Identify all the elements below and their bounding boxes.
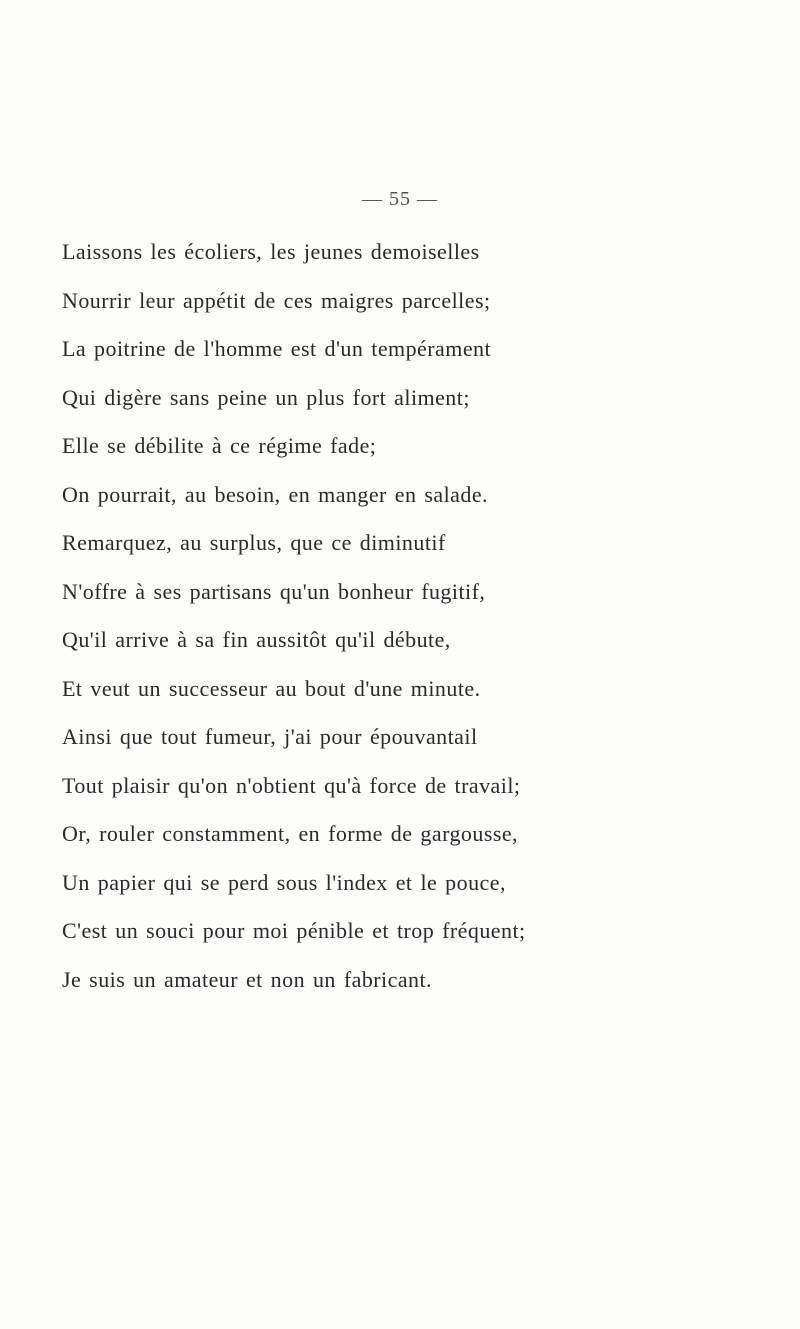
poem-line: Or, rouler constamment, en forme de gargousse, <box>62 821 519 846</box>
poem-line: Et veut un successeur au bout d'une minute. <box>62 675 481 701</box>
poem-line: Qu'il arrive à sa fin aussitôt qu'il débute, <box>62 627 451 652</box>
poem-line: Qui digère sans peine un plus fort aliment; <box>62 384 470 410</box>
poem-line: Laissons les écoliers, les jeunes demoiselles <box>62 239 480 264</box>
poem-text <box>62 228 782 1004</box>
poem-line: Elle se débilite à ce régime fade; <box>62 433 377 458</box>
poem-line: Ainsi que tout fumeur, j'ai pour épouvantail <box>62 724 478 749</box>
poem-line: La poitrine de l'homme est d'un tempérament <box>62 336 492 361</box>
poem-line: Je suis un amateur et non un fabricant. <box>62 966 433 992</box>
poem-line: On pourrait, au besoin, en manger en salade. <box>62 481 488 507</box>
poem-line: N'offre à ses partisans qu'un bonheur fugitif, <box>62 578 486 604</box>
poem-line: Nourrir leur appétit de ces maigres parcelles; <box>62 287 491 313</box>
poem-line: C'est un souci pour moi pénible et trop fréquent; <box>62 918 526 943</box>
poem-line: Remarquez, au surplus, que ce diminutif <box>62 530 446 555</box>
poem-line: Un papier qui se perd sous l'index et le pouce, <box>62 869 506 895</box>
poem-line: Tout plaisir qu'on n'obtient qu'à force de travail; <box>62 772 521 798</box>
page-number: — 55 — <box>362 188 438 210</box>
